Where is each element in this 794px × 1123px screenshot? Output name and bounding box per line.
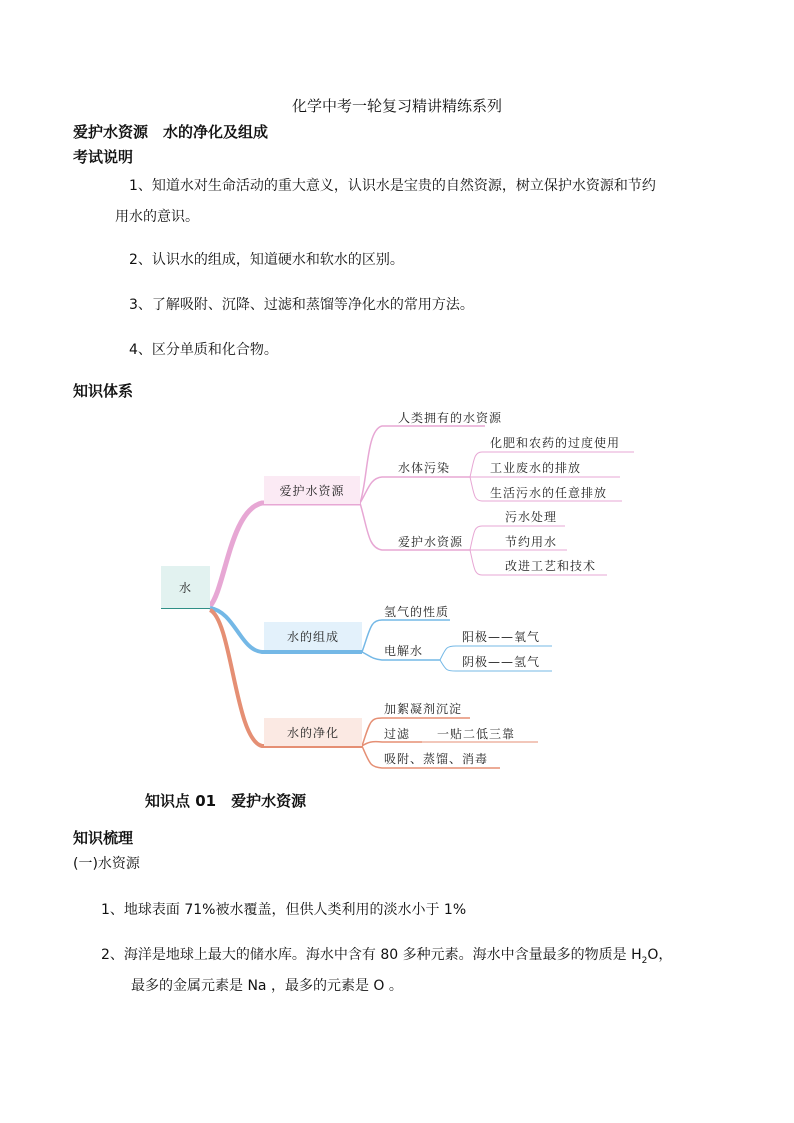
leaf-2-2-2: 阴极——氢气 bbox=[462, 655, 541, 669]
node-2-1: 氢气的性质 bbox=[384, 605, 450, 619]
node-2-2: 电解水 bbox=[384, 644, 424, 658]
review-heading: 知识梳理 bbox=[73, 829, 134, 847]
leaf-1-2-2: 工业废水的排放 bbox=[490, 461, 582, 475]
node-3-1: 加絮凝剂沉淀 bbox=[384, 702, 463, 716]
leaf-1-2-1: 化肥和农药的过度使用 bbox=[490, 436, 621, 450]
node-1-3: 爱护水资源 bbox=[398, 535, 464, 549]
exam-item-1: 1、知道水对生命活动的重大意义，认识水是宝贵的自然资源，树立保护水资源和节约 bbox=[129, 178, 656, 194]
branch-2-box: 水的组成 bbox=[264, 622, 362, 650]
point-1: 1、地球表面 71%被水覆盖，但供人类利用的淡水小于 1% bbox=[101, 902, 467, 918]
sub-3-2-link bbox=[362, 742, 422, 746]
exam-heading: 考试说明 bbox=[73, 148, 134, 166]
leaf-2-2-1: 阳极——氧气 bbox=[462, 630, 541, 644]
point-2-text-a: 2、海洋是地球上最大的储水库。海水中含有 80 多种元素。海水中含量最多的物质是 H bbox=[101, 947, 642, 963]
leaf-3-2-1: 一贴二低三靠 bbox=[437, 727, 516, 741]
branch-1-box: 爱护水资源 bbox=[264, 476, 360, 504]
system-heading: 知识体系 bbox=[73, 382, 134, 400]
node-1-2: 水体污染 bbox=[398, 461, 451, 475]
leaf-1-3-3: 改进工艺和技术 bbox=[505, 559, 597, 573]
knowledge-point-title: 知识点 01 爱护水资源 bbox=[145, 792, 307, 810]
leaf-1-2-3: 生活污水的任意排放 bbox=[490, 486, 608, 500]
document-header: 化学中考一轮复习精讲精练系列 bbox=[291, 97, 502, 115]
sub-1-2-link bbox=[360, 477, 470, 503]
leaf-1-3-2: 节约用水 bbox=[505, 535, 558, 549]
node-3-3: 吸附、蒸馏、消毒 bbox=[384, 752, 489, 766]
mindmap-root: 水 bbox=[161, 566, 210, 608]
branch-1-link bbox=[210, 503, 360, 606]
point-2-text-b: O， bbox=[647, 947, 673, 963]
document-title: 爱护水资源 水的净化及组成 bbox=[73, 123, 269, 141]
branch-3-box: 水的净化 bbox=[264, 718, 362, 746]
section-water-resources: (一)水资源 bbox=[73, 856, 140, 872]
exam-item-2: 2、认识水的组成，知道硬水和软水的区别。 bbox=[129, 252, 404, 268]
point-2-subscript: 2 bbox=[641, 955, 648, 966]
node-1-1: 人类拥有的水资源 bbox=[398, 411, 503, 425]
exam-item-3: 3、了解吸附、沉降、过滤和蒸馏等净化水的常用方法。 bbox=[129, 297, 474, 313]
exam-item-1-cont: 用水的意识。 bbox=[115, 209, 199, 225]
node-3-2: 过滤 bbox=[384, 727, 411, 741]
leaf-1-3-1: 污水处理 bbox=[505, 510, 558, 524]
point-2 bbox=[101, 944, 672, 966]
point-2-line-2: 最多的金属元素是 Na ，最多的元素是 O 。 bbox=[131, 978, 403, 994]
exam-item-4: 4、区分单质和化合物。 bbox=[129, 342, 278, 358]
